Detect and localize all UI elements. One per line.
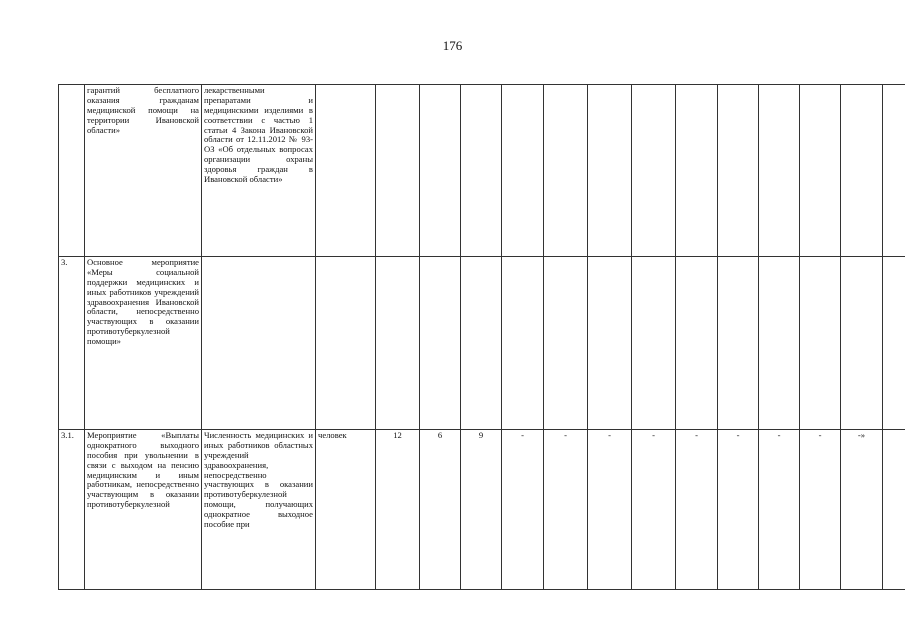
value-cell bbox=[676, 85, 718, 257]
table-row bbox=[59, 430, 905, 590]
value-cell bbox=[759, 85, 800, 257]
value-cell: - bbox=[632, 430, 676, 590]
indicator-name: Численность медицинских и иных работников областных учреждений здравоохранения, непосредственно участвующих в оказании противотуберкулезной помощи, получающих однократное выходное пособие при bbox=[202, 430, 316, 590]
value-cell bbox=[420, 85, 461, 257]
unit-cell: человек bbox=[316, 430, 376, 590]
value-cell: - bbox=[800, 430, 841, 590]
value-cell bbox=[502, 257, 544, 430]
value-cell bbox=[841, 85, 883, 257]
value-cell: - bbox=[759, 430, 800, 590]
value-cell bbox=[800, 85, 841, 257]
value-cell bbox=[883, 257, 905, 430]
value-cell bbox=[502, 85, 544, 257]
value-cell: -» bbox=[841, 430, 883, 590]
indicator-name bbox=[202, 257, 316, 430]
value-cell: 12 bbox=[376, 430, 420, 590]
row-number: 3.1. bbox=[59, 430, 85, 590]
value-cell: - bbox=[588, 430, 632, 590]
value-cell bbox=[800, 257, 841, 430]
value-cell: - bbox=[718, 430, 759, 590]
table-row bbox=[59, 257, 905, 430]
value-cell bbox=[759, 257, 800, 430]
unit-cell bbox=[316, 85, 376, 257]
value-cell bbox=[461, 257, 502, 430]
value-cell: - bbox=[544, 430, 588, 590]
value-cell bbox=[544, 85, 588, 257]
value-cell: - bbox=[676, 430, 718, 590]
value-cell bbox=[676, 257, 718, 430]
value-cell bbox=[376, 257, 420, 430]
indicator-name: лекарственными препаратами и медицинскими изделиями в соответствии с частью 1 статьи 4 Закона Ивановской области от 12.11.2012 № 93-ОЗ «Об отдельных вопросах организации охраны здоровья граждан в Ивановской области» bbox=[202, 85, 316, 257]
value-cell bbox=[632, 257, 676, 430]
unit-cell bbox=[316, 257, 376, 430]
value-cell: 9 bbox=[461, 430, 502, 590]
value-cell bbox=[718, 257, 759, 430]
value-cell bbox=[461, 85, 502, 257]
value-cell bbox=[841, 257, 883, 430]
row-number bbox=[59, 85, 85, 257]
value-cell bbox=[883, 85, 905, 257]
page-number: 176 bbox=[442, 38, 463, 53]
activity-name: гарантий бесплатного оказания гражданам медицинской помощи на территории Ивановской области» bbox=[85, 85, 202, 257]
program-table bbox=[58, 84, 905, 590]
value-cell bbox=[632, 85, 676, 257]
row-number: 3. bbox=[59, 257, 85, 430]
value-cell bbox=[588, 257, 632, 430]
value-cell bbox=[883, 430, 905, 590]
value-cell bbox=[718, 85, 759, 257]
value-cell bbox=[544, 257, 588, 430]
activity-name: Основное мероприятие «Меры социальной поддержки медицинских и иных работников учреждений здравоохранения Ивановской области, непосредственно участвующих в оказании противотуберкулезной помощи» bbox=[85, 257, 202, 430]
value-cell: - bbox=[502, 430, 544, 590]
value-cell bbox=[376, 85, 420, 257]
activity-name: Мероприятие «Выплаты однократного выходного пособия при увольнении в связи с выходом на пенсию медицинским и иным работникам, непосредственно участвующим в оказании противотуберкулезной bbox=[85, 430, 202, 590]
value-cell bbox=[420, 257, 461, 430]
value-cell: 6 bbox=[420, 430, 461, 590]
table-row bbox=[59, 85, 905, 257]
value-cell bbox=[588, 85, 632, 257]
